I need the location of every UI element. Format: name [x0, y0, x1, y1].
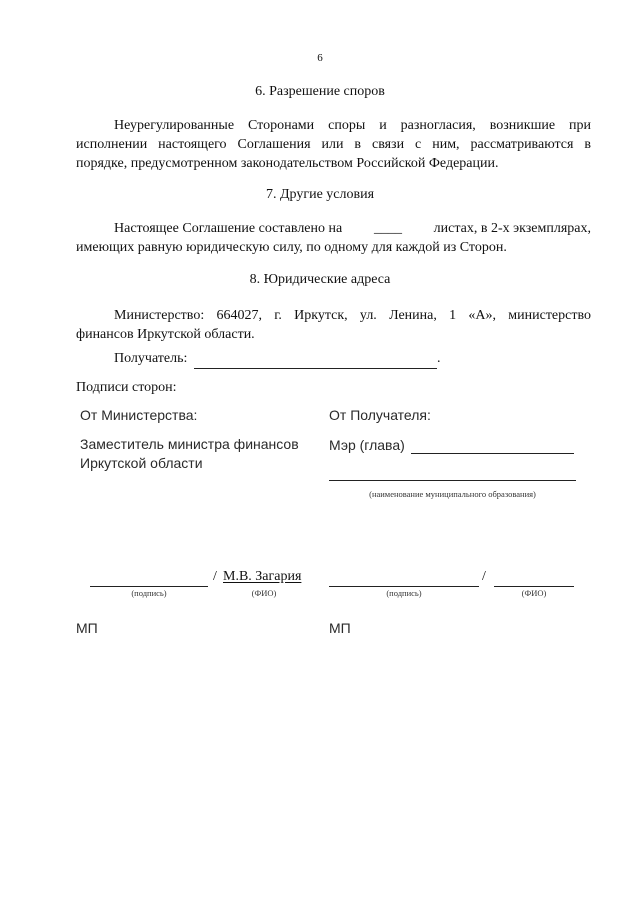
signatures-heading: Подписи сторон:: [76, 380, 177, 395]
municipality-line: [329, 480, 576, 481]
section-7-text-b: листах, в 2-х экземплярах,: [433, 221, 591, 236]
ministry-position-line-1: Заместитель министра финансов: [80, 436, 299, 452]
ministry-party-label: От Министерства:: [80, 407, 198, 423]
sheets-count-blank: ____: [373, 221, 402, 236]
municipality-caption: (наименование муниципального образования): [369, 489, 536, 499]
recipient-name-line: [494, 586, 574, 587]
ministry-address-line-1: Министерство: 664027, г. Иркутск, ул. Ленина, 1 «А», министерство: [114, 308, 591, 323]
section-7-line-2: имеющих равную юридическую силу, по одному для каждой из Сторон.: [76, 240, 507, 255]
ministry-caption-name: (ФИО): [251, 588, 277, 598]
section-6-title: 6. Разрешение споров: [255, 84, 385, 99]
ministry-signatory-name: М.В. Загария: [223, 569, 302, 584]
section-8-title: 8. Юридические адреса: [249, 272, 391, 287]
recipient-label: Получатель:: [114, 351, 188, 366]
ministry-stamp-place: МП: [76, 620, 98, 636]
ministry-signature-separator: /: [213, 569, 217, 584]
section-6-line-3: порядке, предусмотренном законодательством Российской Федерации.: [76, 156, 499, 171]
recipient-signature-separator: /: [482, 569, 486, 584]
recipient-caption-name: (ФИО): [521, 588, 547, 598]
ministry-position-line-2: Иркутской области: [80, 455, 203, 471]
recipient-signature-line: [329, 586, 479, 587]
ministry-address-line-2: финансов Иркутской области.: [76, 327, 255, 342]
mayor-name-line: [411, 453, 574, 454]
mayor-label: Мэр (глава): [329, 437, 405, 453]
ministry-signature-line: [90, 586, 208, 587]
ministry-caption-signature: (подпись): [131, 588, 167, 598]
section-6-line-2: исполнении настоящего Соглашения или в связи с ним, рассматриваются в: [76, 137, 591, 152]
recipient-blank-line: [194, 368, 437, 369]
recipient-caption-signature: (подпись): [386, 588, 422, 598]
recipient-end-dot: .: [437, 351, 441, 366]
section-6-line-1: Неурегулированные Сторонами споры и разногласия, возникшие при: [114, 118, 591, 133]
page-number: 6: [317, 52, 323, 64]
section-7-title: 7. Другие условия: [265, 187, 375, 202]
section-7-text-a: Настоящее Соглашение составлено на: [114, 221, 343, 236]
recipient-stamp-place: МП: [329, 620, 351, 636]
recipient-party-label: От Получателя:: [329, 407, 431, 423]
section-7-line-1: [114, 219, 591, 238]
